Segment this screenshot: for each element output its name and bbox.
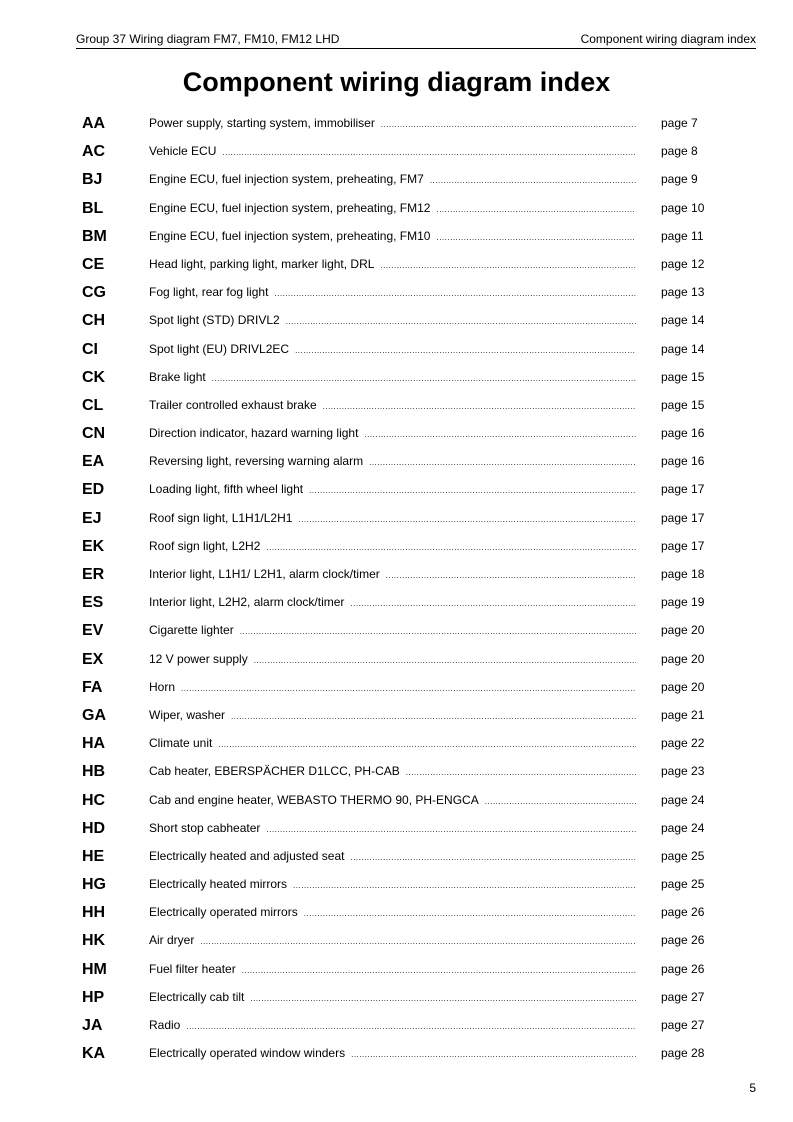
index-page-ref: page 19	[661, 595, 705, 610]
index-row	[0, 870, 793, 898]
index-leader	[149, 821, 636, 837]
dot-leader	[212, 371, 636, 386]
index-row	[0, 137, 793, 165]
index-leader	[149, 313, 636, 329]
dot-leader	[430, 173, 636, 188]
dot-leader	[186, 1019, 636, 1034]
index-code: CH	[82, 312, 106, 330]
index-code: HK	[82, 932, 106, 950]
index-page-ref: page 11	[661, 228, 704, 243]
dot-leader	[436, 230, 636, 245]
index-code: EJ	[82, 509, 102, 527]
index-row	[0, 842, 793, 870]
index-row	[0, 983, 793, 1011]
index-description: 12 V power supply	[149, 651, 248, 666]
dot-leader	[222, 145, 636, 160]
index-page-ref: page 7	[661, 116, 698, 130]
index-leader	[149, 595, 636, 611]
index-page-ref: page 20	[661, 679, 705, 694]
header-document-title: Group 37 Wiring diagram FM7, FM10, FM12 LHD	[76, 32, 340, 46]
dot-leader	[350, 850, 636, 865]
index-leader	[149, 201, 636, 217]
index-description: Short stop cabheater	[149, 820, 261, 835]
index-row	[0, 729, 793, 757]
index-page-ref: page 18	[661, 567, 705, 581]
index-code: AC	[82, 143, 106, 161]
index-description: Spot light (STD) DRIVL2	[149, 313, 280, 328]
index-description: Electrically operated mirrors	[149, 905, 298, 920]
index-code: EK	[82, 537, 105, 555]
dot-leader	[218, 737, 636, 752]
index-leader	[149, 708, 636, 724]
index-description: Cab heater, EBERSPÄCHER D1LCC, PH-CAB	[149, 764, 400, 779]
index-description: Radio	[149, 1018, 181, 1032]
index-row	[0, 701, 793, 729]
index-code: CG	[82, 284, 106, 302]
index-code: KA	[82, 1045, 106, 1063]
index-page-ref: page 10	[661, 200, 705, 215]
dot-leader	[323, 399, 636, 414]
index-code: HM	[82, 960, 107, 978]
index-description: Fuel filter heater	[149, 961, 236, 976]
index-page-ref: page 27	[661, 989, 705, 1004]
index-description: Air dryer	[149, 933, 195, 948]
index-leader	[149, 849, 636, 865]
index-row	[0, 504, 793, 532]
index-page-ref: page 24	[661, 792, 705, 807]
index-code: CN	[82, 425, 106, 443]
index-description: Direction indicator, hazard warning light	[149, 426, 359, 441]
index-description: Vehicle ECU	[149, 144, 217, 159]
index-row	[0, 955, 793, 983]
dot-leader	[350, 596, 636, 611]
page-title: Component wiring diagram index	[182, 67, 611, 97]
dot-leader	[381, 117, 636, 132]
index-code: CE	[82, 255, 105, 273]
index-page-ref: page 9	[661, 172, 698, 187]
index-list	[0, 109, 793, 1067]
dot-leader	[369, 455, 636, 470]
index-description: Engine ECU, fuel injection system, preheating, FM10	[149, 228, 431, 243]
index-leader	[149, 793, 636, 809]
index-code: ER	[82, 566, 105, 583]
dot-leader	[254, 653, 636, 668]
dot-leader	[293, 878, 636, 893]
index-row	[0, 588, 793, 616]
index-page-ref: page 8	[661, 144, 698, 159]
index-code: ES	[82, 594, 104, 612]
index-leader	[149, 398, 636, 414]
index-description: Wiper, washer	[149, 707, 226, 722]
dot-leader	[231, 709, 636, 724]
index-leader	[149, 905, 636, 921]
index-page-ref: page 20	[661, 651, 705, 666]
index-code: GA	[82, 706, 106, 724]
index-leader	[149, 285, 636, 301]
index-code: ED	[82, 481, 105, 499]
index-page-ref: page 20	[661, 623, 705, 638]
dot-leader	[200, 934, 636, 949]
index-leader	[149, 370, 636, 386]
index-leader	[149, 623, 636, 639]
index-page-ref: page 16	[661, 426, 705, 441]
index-row	[0, 898, 793, 926]
index-row	[0, 278, 793, 306]
index-leader	[149, 1018, 636, 1034]
index-description: Engine ECU, fuel injection system, preheating, FM12	[149, 200, 431, 215]
index-row	[0, 532, 793, 560]
index-row	[0, 673, 793, 701]
index-description: Cab and engine heater, WEBASTO THERMO 90, PH-ENGCA	[149, 792, 479, 807]
index-description: Loading light, fifth wheel light	[149, 482, 304, 497]
index-description: Brake light	[149, 369, 206, 384]
dot-leader	[485, 794, 636, 809]
index-page-ref: page 14	[661, 313, 705, 328]
index-leader	[149, 1046, 636, 1062]
index-code: HB	[82, 763, 106, 781]
index-row	[0, 306, 793, 334]
dot-leader	[240, 624, 636, 639]
index-code: HD	[82, 819, 106, 837]
index-description: Climate unit	[149, 736, 213, 751]
index-description: Power supply, starting system, immobiliser	[149, 116, 375, 130]
index-leader	[149, 482, 636, 498]
dot-leader	[380, 258, 636, 273]
index-page-ref: page 12	[661, 256, 705, 271]
index-row	[0, 447, 793, 475]
index-leader	[149, 229, 636, 245]
dot-leader	[274, 286, 636, 301]
index-description: Roof sign light, L1H1/L2H1	[149, 510, 293, 525]
index-row	[0, 757, 793, 785]
index-row	[0, 560, 793, 588]
dot-leader	[295, 343, 636, 358]
index-code: BM	[82, 227, 107, 245]
index-leader	[149, 990, 636, 1006]
index-description: Electrically cab tilt	[149, 989, 245, 1004]
index-row	[0, 926, 793, 954]
index-row	[0, 194, 793, 222]
index-page-ref: page 21	[661, 707, 705, 722]
page-number: 5	[749, 1081, 756, 1095]
index-row	[0, 419, 793, 447]
dot-leader	[286, 314, 636, 329]
running-header	[76, 33, 756, 49]
index-leader	[149, 539, 636, 555]
index-description: Spot light (EU) DRIVL2EC	[149, 341, 290, 356]
dot-leader	[364, 427, 636, 442]
dot-leader	[436, 202, 636, 217]
index-code: HC	[82, 791, 106, 809]
index-page-ref: page 17	[661, 482, 705, 497]
dot-leader	[298, 512, 636, 527]
index-description: Electrically operated window winders	[149, 1046, 346, 1061]
index-leader	[149, 511, 636, 527]
index-page-ref: page 14	[661, 341, 705, 356]
index-description: Cigarette lighter	[149, 623, 234, 638]
index-code: CK	[82, 368, 106, 386]
dot-leader	[266, 822, 636, 837]
index-code: EV	[82, 622, 104, 640]
index-page-ref: page 22	[661, 736, 705, 751]
index-code: HG	[82, 876, 106, 894]
index-code: AA	[82, 115, 106, 132]
index-leader	[149, 426, 636, 442]
dot-leader	[250, 991, 636, 1006]
index-row	[0, 250, 793, 278]
index-page-ref: page 26	[661, 905, 705, 920]
index-leader	[149, 567, 636, 583]
index-leader	[149, 736, 636, 752]
index-page-ref: page 13	[661, 285, 705, 300]
index-page-ref: page 15	[661, 369, 705, 384]
index-page-ref: page 17	[661, 538, 705, 553]
index-code: EA	[82, 453, 105, 471]
index-row	[0, 475, 793, 503]
index-row	[0, 335, 793, 363]
dot-leader	[406, 765, 636, 780]
index-code: HP	[82, 988, 105, 1006]
index-leader	[149, 877, 636, 893]
dot-leader	[266, 540, 636, 555]
index-description: Trailer controlled exhaust brake	[149, 397, 317, 412]
index-page-ref: page 26	[661, 961, 705, 976]
index-code: FA	[82, 678, 103, 696]
dot-leader	[351, 1047, 636, 1062]
index-leader	[149, 144, 636, 160]
dot-leader	[386, 568, 636, 583]
index-row	[0, 109, 793, 137]
dot-leader	[181, 681, 636, 696]
index-description: Electrically heated and adjusted seat	[149, 848, 345, 863]
index-page-ref: page 25	[661, 848, 705, 863]
index-row	[0, 645, 793, 673]
index-description: Horn	[149, 679, 176, 694]
index-code: BJ	[82, 171, 103, 189]
index-description: Interior light, L1H1/ L2H1, alarm clock/timer	[149, 567, 380, 581]
index-page-ref: page 16	[661, 454, 705, 469]
index-page-ref: page 26	[661, 933, 705, 948]
index-row	[0, 222, 793, 250]
index-page-ref: page 28	[661, 1046, 705, 1061]
index-code: CI	[82, 340, 98, 358]
index-leader	[149, 764, 636, 780]
index-row	[0, 391, 793, 419]
index-row	[0, 814, 793, 842]
index-leader	[149, 342, 636, 358]
index-page-ref: page 24	[661, 820, 705, 835]
index-code: CL	[82, 396, 104, 414]
index-description: Roof sign light, L2H2	[149, 538, 261, 553]
index-row	[0, 165, 793, 193]
index-code: HA	[82, 735, 106, 753]
dot-leader	[304, 906, 636, 921]
index-leader	[149, 454, 636, 470]
index-page-ref: page 27	[661, 1018, 705, 1032]
index-row	[0, 363, 793, 391]
index-row	[0, 1039, 793, 1067]
index-page-ref: page 15	[661, 397, 705, 412]
index-page-ref: page 17	[661, 510, 705, 525]
index-row	[0, 616, 793, 644]
index-row	[0, 786, 793, 814]
index-leader	[149, 933, 636, 949]
index-leader	[149, 116, 636, 132]
index-description: Electrically heated mirrors	[149, 877, 288, 892]
index-page-ref: page 23	[661, 764, 705, 779]
index-leader	[149, 172, 636, 188]
index-code: EX	[82, 650, 104, 668]
header-section-title: Component wiring diagram index	[580, 32, 756, 46]
index-description: Fog light, rear fog light	[149, 285, 269, 300]
index-leader	[149, 680, 636, 696]
index-leader	[149, 962, 636, 978]
index-description: Interior light, L2H2, alarm clock/timer	[149, 595, 345, 610]
index-description: Engine ECU, fuel injection system, preheating, FM7	[149, 172, 424, 187]
index-description: Head light, parking light, marker light, DRL	[149, 256, 375, 271]
index-code: BL	[82, 199, 104, 217]
index-code: HE	[82, 847, 105, 865]
index-code: JA	[82, 1017, 103, 1034]
dot-leader	[309, 483, 636, 498]
index-description: Reversing light, reversing warning alarm	[149, 454, 364, 469]
index-page-ref: page 25	[661, 877, 705, 892]
index-leader	[149, 652, 636, 668]
index-row	[0, 1011, 793, 1039]
index-leader	[149, 257, 636, 273]
dot-leader	[242, 963, 636, 978]
index-code: HH	[82, 904, 106, 922]
